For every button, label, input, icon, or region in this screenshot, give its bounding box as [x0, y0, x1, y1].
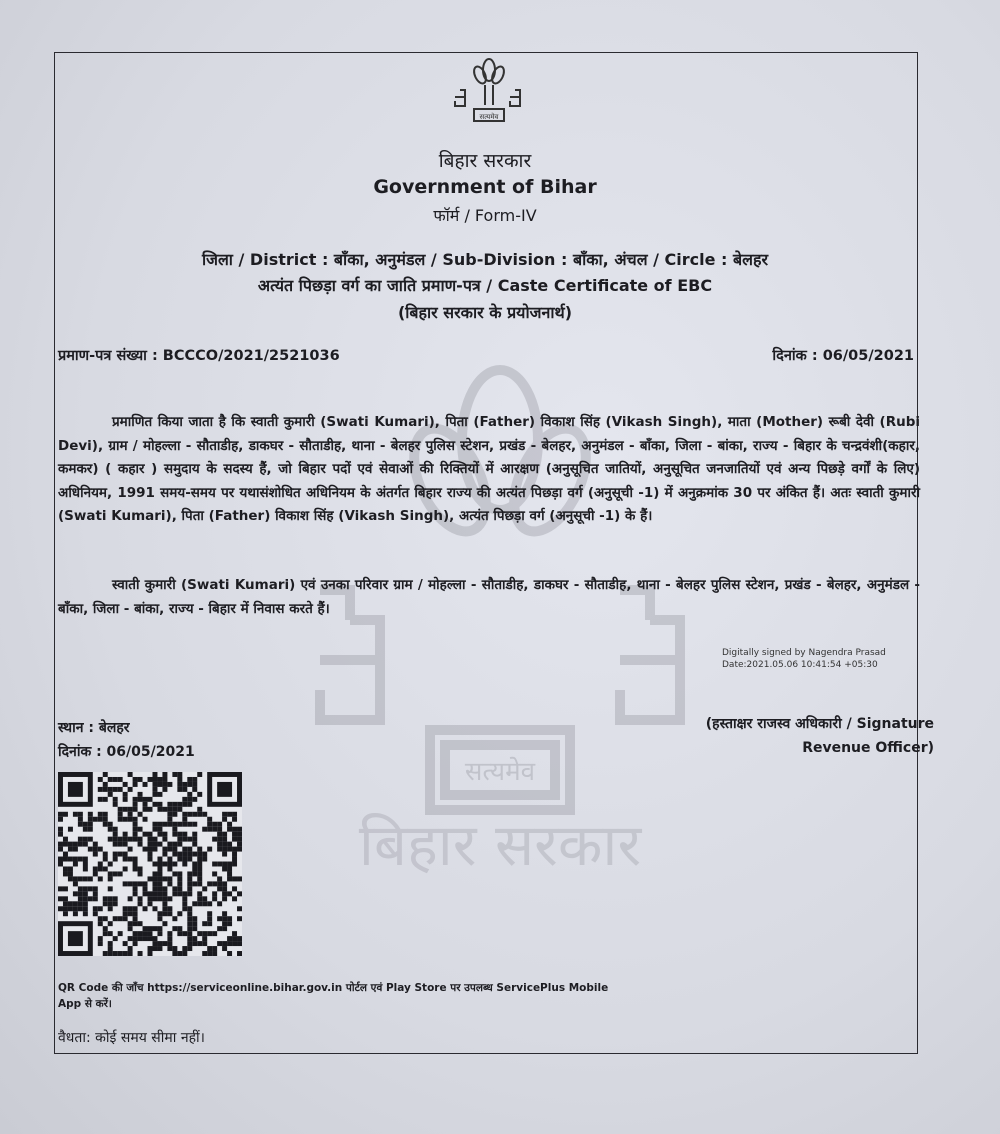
- paragraph-2-text: स्वाती कुमारी (Swati Kumari) एवं उनका परिवार ग्राम / मोहल्ला - सौताडीह, डाकघर - सौताडीह, थाना - बेलहर पुलिस स्टेशन, प्रखंड - बेलहर, अनुमंडल - बाँका, जिला - बांका, राज्य - बिहार में निवास करते हैं।: [58, 577, 920, 617]
- signature-line-2: Revenue Officer): [802, 740, 934, 756]
- footer-date: दिनांक : 06/05/2021: [58, 744, 195, 760]
- certificate-body-paragraph-2: [58, 574, 920, 621]
- certificate-body-paragraph-1: [58, 411, 920, 529]
- verification-qr-code: [58, 772, 242, 956]
- form-label: फॉर्म / Form-IV: [433, 206, 537, 225]
- certificate-purpose: (बिहार सरकार के प्रयोजनार्थ): [397, 303, 573, 322]
- certificate-title: अत्यंत पिछड़ा वर्ग का जाति प्रमाण-पत्र / Caste Certificate of EBC: [257, 276, 713, 295]
- watermark-seal-text: सत्यमेव: [464, 757, 536, 787]
- paragraph-1-text: प्रमाणित किया जाता है कि स्वाती कुमारी (Swati Kumari), पिता (Father) विकाश सिंह (Vikash Singh), माता (Mother) रूबी देवी (Rubi Devi), ग्राम / मोहल्ला - सौताडीह, डाकघर - सौताडीह, थाना - बेलहर पुलिस स्टेशन, प्रखंड - बेलहर, अनुमंडल - बाँका, जिला - बांका, राज्य - बिहार के चन्द्रवंशी(कहार, कमकर) ( कहार ) समुदाय के सदस्य हैं, जो बिहार पदों एवं सेवाओं की रिक्तियों में आरक्षण (अनुसूचित जातियों, अनुसूचित जनजातियों एवं अन्य पिछड़े वर्गों के लिए) अधिनियम, 1991 समय-समय पर यथासंशोधित अधिनियम के अंतर्गत बिहार राज्य की अत्यंत पिछड़ा वर्ग (अनुसूची -1) में अनुक्रमांक 30 पर अंकित हैं। अतः स्वाती कुमारी (Swati Kumari), पिता (Father) विकाश सिंह (Vikash Singh), अत्यंत पिछड़ा वर्ग (अनुसूची -1) के हैं।: [58, 414, 920, 525]
- watermark-text: बिहार सरकार: [358, 811, 642, 879]
- digital-signature-date: Date:2021.05.06 10:41:54 +05:30: [722, 660, 878, 670]
- signature-block: [706, 712, 934, 760]
- bihar-emblem-icon: [450, 55, 528, 125]
- place-label: स्थान : बेलहर: [58, 720, 130, 736]
- signature-line-1: (हस्ताक्षर राजस्व अधिकारी / Signature: [705, 716, 934, 732]
- digital-signature: [722, 647, 886, 671]
- government-title: Government of Bihar: [373, 176, 597, 198]
- issue-date: दिनांक : 06/05/2021: [772, 348, 914, 364]
- emblem-seal-text: सत्यमेव: [479, 113, 499, 121]
- qr-verification-note: QR Code की जाँच https://serviceonline.bihar.gov.in पोर्टल एवं Play Store पर उपलब्ध ServicePlus Mobile App से करें।: [58, 982, 609, 1010]
- digital-signature-signer: Digitally signed by Nagendra Prasad: [722, 648, 886, 658]
- certificate-number: प्रमाण-पत्र संख्या : BCCCO/2021/2521036: [58, 348, 340, 364]
- validity-note: वैधता: कोई समय सीमा नहीं।: [58, 1030, 205, 1046]
- location-line: जिला / District : बाँका, अनुमंडल / Sub-Division : बाँका, अंचल / Circle : बेलहर: [201, 250, 769, 269]
- state-title-hindi: बिहार सरकार: [438, 150, 532, 172]
